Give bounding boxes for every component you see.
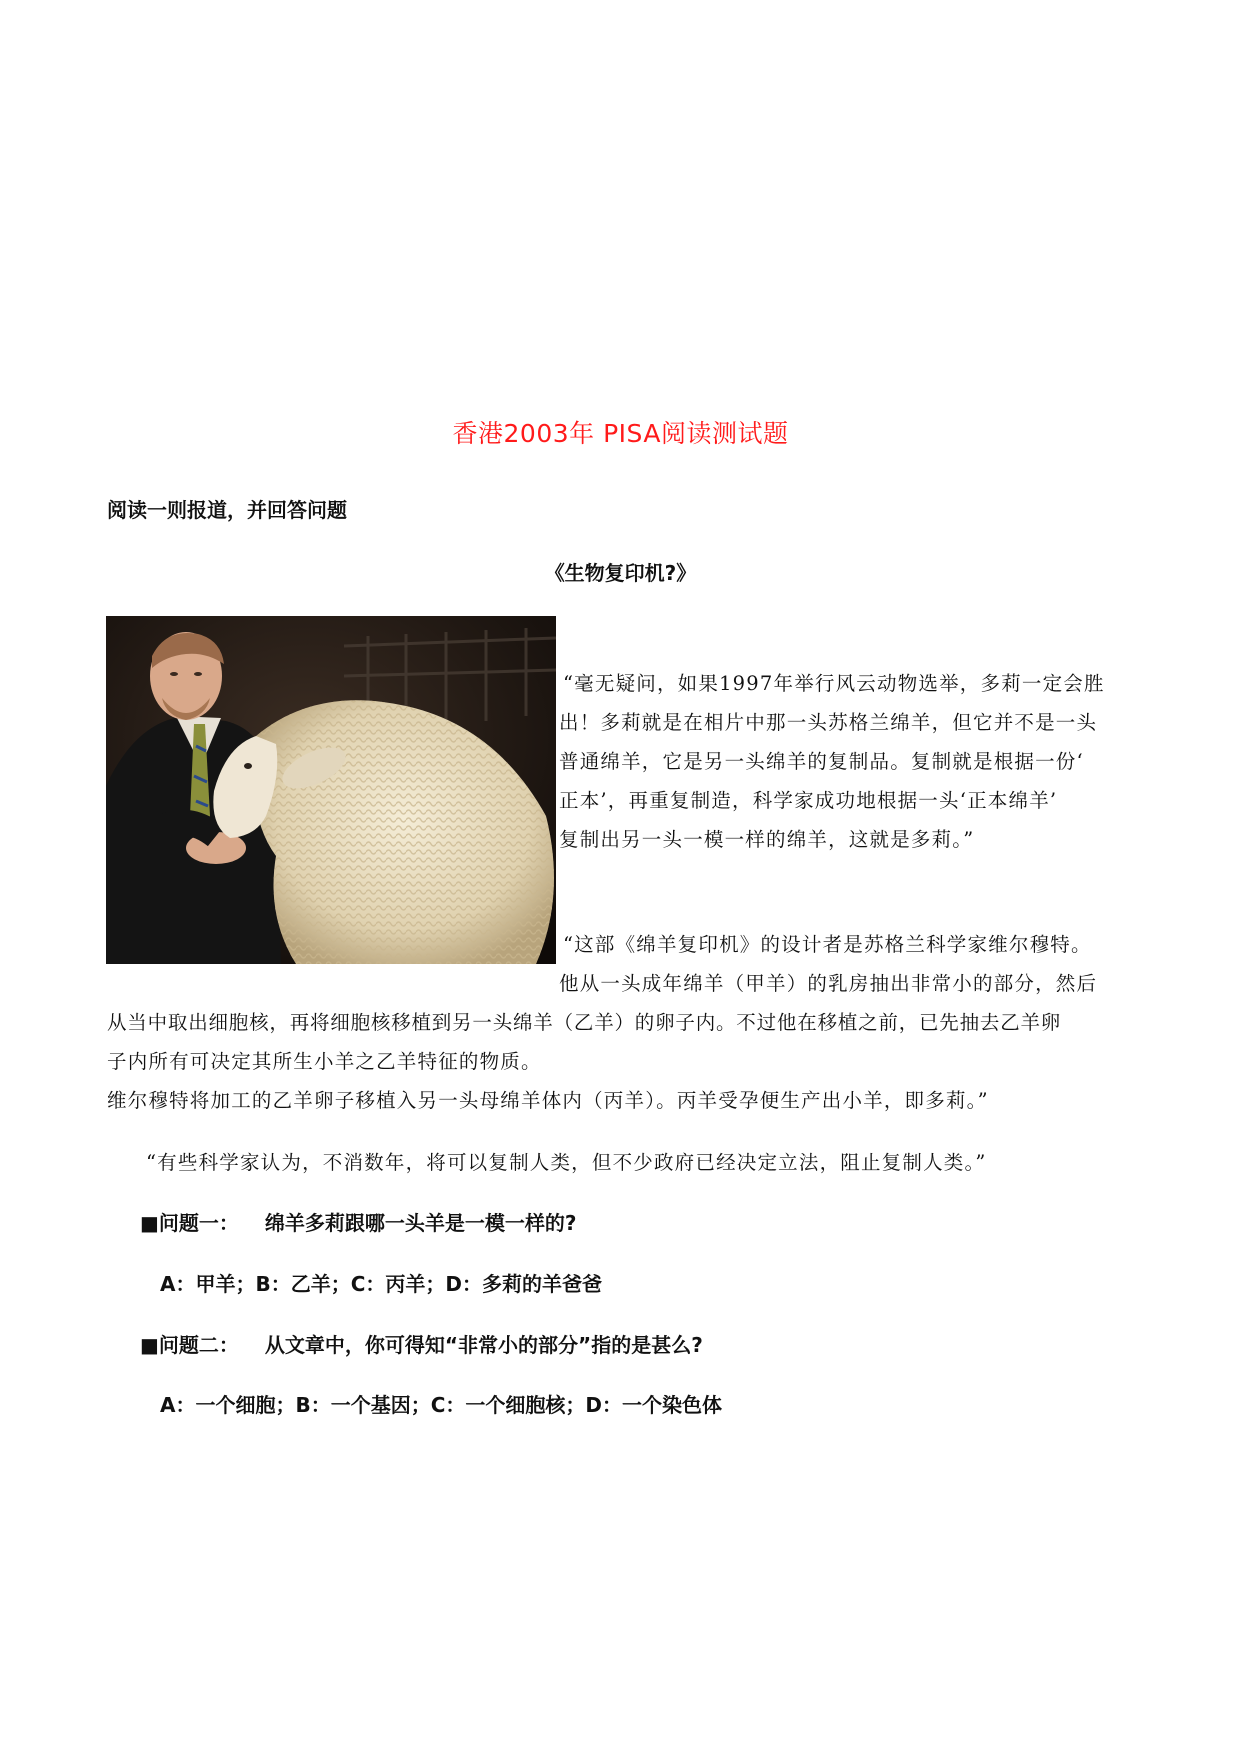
page-title: 香港2003年 PISA阅读测试题 <box>452 419 789 448</box>
man-with-cloned-sheep-photo <box>106 616 556 964</box>
article-title: 《生物复印机?》 <box>544 561 697 585</box>
question-text: 从文章中，你可得知“非常小的部分”指的是甚么? <box>264 1333 703 1357</box>
question-1 <box>140 1207 577 1236</box>
question-text: 绵羊多莉跟哪一头羊是一模一样的? <box>264 1211 577 1235</box>
article-para1-line: 复制出另一头一模一样的绵羊，这就是多莉。” <box>559 828 975 851</box>
question-label: 问题一： <box>158 1211 239 1235</box>
question-2 <box>140 1329 703 1358</box>
article-para2-line: 从当中取出细胞核，再将细胞核移植到另一头绵羊（乙羊）的卵子内。不过他在移植之前，已先抽去乙羊卵 <box>107 1011 1062 1034</box>
article-para1-line: 出！多莉就是在相片中那一头苏格兰绵羊，但它并不是一头 <box>559 711 1098 734</box>
article-para2-line: 子内所有可决定其所生小羊之乙羊特征的物质。 <box>107 1050 542 1073</box>
question-bullet-icon: ■ <box>140 1333 159 1357</box>
article-para2-line: 维尔穆特将加工的乙羊卵子移植入另一头母绵羊体内（丙羊）。丙羊受孕便生产出小羊，即多莉。” <box>107 1089 989 1112</box>
question-2-options: A：一个细胞；B：一个基因；C：一个细胞核；D：一个染色体 <box>160 1393 723 1417</box>
instructions: 阅读一则报道，并回答问题 <box>107 498 347 522</box>
question-1-options: A：甲羊；B：乙羊；C：丙羊；D：多莉的羊爸爸 <box>160 1272 603 1296</box>
article-para1-line: 正本’，再重复制造，科学家成功地根据一头‘正本绵羊’ <box>559 789 1058 812</box>
question-bullet-icon: ■ <box>140 1211 159 1235</box>
question-label: 问题二： <box>158 1333 239 1357</box>
article-para2-line: “这部《绵羊复印机》的设计者是苏格兰科学家维尔穆特。 <box>563 933 1092 956</box>
article-para3: “有些科学家认为，不消数年，将可以复制人类，但不少政府已经决定立法，阻止复制人类。” <box>146 1151 987 1174</box>
article-para1-line: “毫无疑问，如果1997年举行风云动物选举，多莉一定会胜 <box>563 672 1105 695</box>
article-para2-line: 他从一头成年绵羊（甲羊）的乳房抽出非常小的部分，然后 <box>559 972 1098 995</box>
article-para1-line: 普通绵羊，它是另一头绵羊的复制品。复制就是根据一份‘ <box>559 750 1084 773</box>
